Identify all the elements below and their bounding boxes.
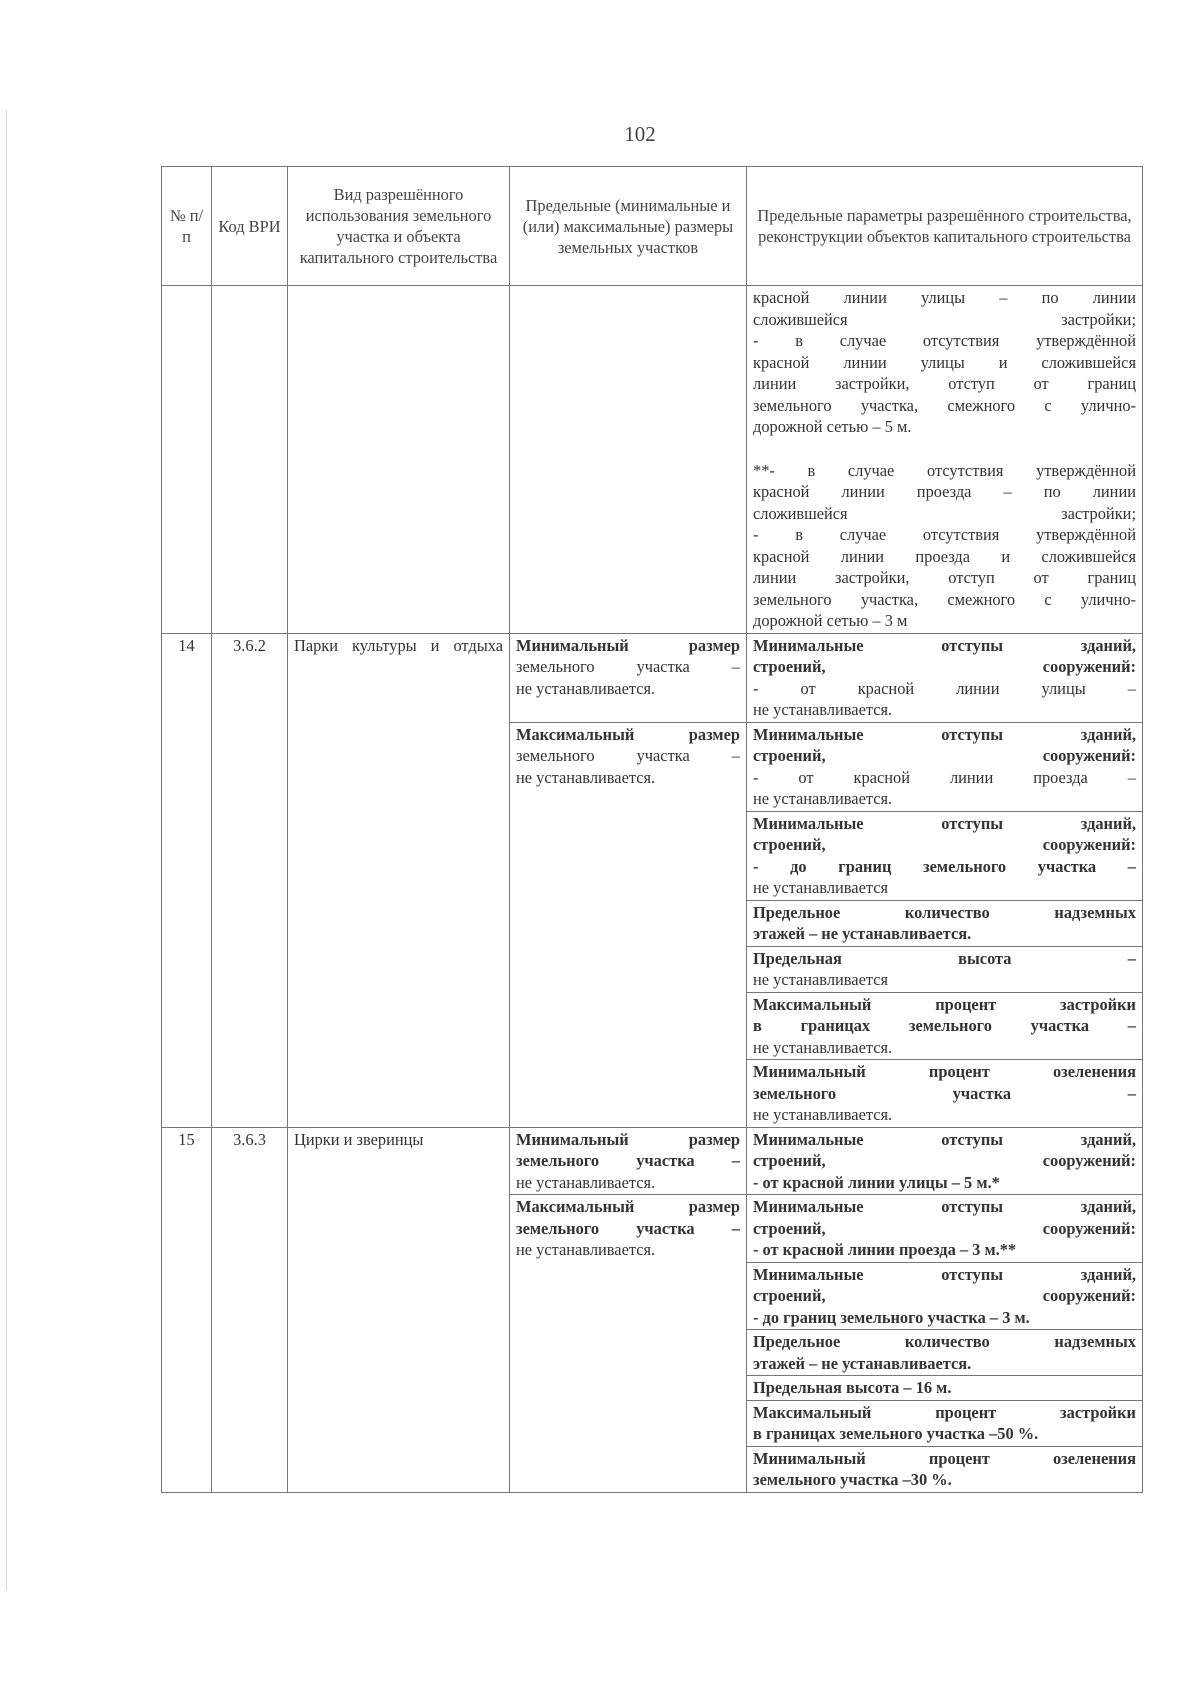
text-line: - до границ земельного участка – 3 м. [753,1307,1030,1327]
text-line: Максимальный размер [516,1197,740,1216]
table-row-15 [162,1127,1143,1195]
text-line: - до границ земельного участка – [753,856,1136,876]
row15-param-6 [747,1400,1143,1446]
text-line: линии застройки, отступ от границ [753,568,1136,587]
text-line: - от красной линии проезда – [753,767,1136,787]
text-line: земельного участка – [516,746,740,765]
header-params: Предельные параметры разрешённого строительства, реконструкции объектов капитального строительства [747,167,1143,286]
text-line: не устанавливается. [753,700,893,719]
row14-use: Парки культуры и отдыха [288,633,510,1127]
text-line: не устанавливается. [516,1240,656,1259]
header-num: № п/п [162,167,212,286]
row15-param-1 [747,1127,1143,1195]
row14-min-size [510,633,747,722]
row14-param-6 [747,992,1143,1060]
land-use-table [161,166,1143,1493]
text-line: земельного участка – [753,1083,1136,1103]
text-line: в границах земельного участка – [753,1016,1136,1035]
text-line: земельного участка –30 %. [753,1470,952,1489]
text-line: не устанавливается [753,970,889,989]
text-line: красной линии улицы и сложившейся [753,352,1136,372]
text-line: Минимальные отступы зданий, [753,635,1136,655]
text-line: земельного участка, смежного с улично- [753,395,1136,415]
text-line: сложившейся застройки; [753,309,1136,329]
row14-code: 3.6.2 [212,633,288,1127]
cont-para-1 [753,287,1136,438]
text-line: красной линии улицы – по линии [753,288,1136,307]
text-line: не устанавливается [753,878,889,897]
cont-para-2 [753,460,1136,632]
text-line: - в случае отсутствия утверждённой [753,331,1136,350]
params-continued [747,286,1143,634]
text-line: этажей – не устанавливается. [753,1353,972,1373]
row15-param-2 [747,1195,1143,1263]
page-number: 102 [624,122,656,146]
text-line: Максимальный размер [516,724,740,744]
text-line: **- в случае отсутствия утверждённой [753,460,1136,480]
table-row-continued [162,286,1143,634]
text-line: - от красной линии улицы – [753,678,1136,698]
text-line: Предельное количество надземных [753,902,1136,922]
row15-param-7 [747,1446,1143,1492]
row15-min-size [510,1127,747,1195]
row15-max-size [510,1195,747,1493]
row15-use: Цирки и зверинцы [288,1127,510,1492]
row15-param-3 [747,1262,1143,1330]
text-line: земельного участка, смежного с улично- [753,589,1136,609]
header-sizes: Предельные (минимальные и (или) максимальные) размеры земельных участков [510,167,747,286]
row15-num: 15 [162,1127,212,1492]
row14-param-4 [747,900,1143,946]
text-line: Предельная высота – [753,948,1136,968]
text-line: - от красной линии улицы – 5 м.* [753,1172,1000,1192]
table-row-14 [162,633,1143,722]
header-row [162,167,1143,286]
text-line: дорожной сетью – 5 м. [753,417,912,436]
text-line: Минимальный процент озеленения [753,1062,1136,1081]
scan-edge-line [6,110,7,1590]
text-line: строений, сооружений: [753,746,1136,765]
text-line: не устанавливается. [753,1037,893,1057]
text-line: не устанавливается. [516,678,656,698]
row14-param-3 [747,811,1143,900]
text-line: не устанавливается. [753,1105,893,1124]
text-line: Минимальный размер [516,635,740,655]
text-line: красной линии проезда и сложившейся [753,546,1136,566]
text-line: линии застройки, отступ от границ [753,374,1136,393]
row15-param-4 [747,1330,1143,1376]
text-line: Минимальный размер [516,1129,740,1149]
text-line: Минимальные отступы зданий, [753,813,1136,833]
text-line: Предельная высота – 16 м. [753,1378,952,1397]
text-line: Минимальные отступы зданий, [753,1264,1136,1284]
header-use: Вид разрешённого использования земельного участка и объекта капитального строительства [288,167,510,286]
text-line: земельного участка – [516,1151,740,1170]
text-line: сложившейся застройки; [753,503,1136,523]
text-line: Минимальные отступы зданий, [753,724,1136,744]
row15-code: 3.6.3 [212,1127,288,1492]
text-line: Предельное количество надземных [753,1332,1136,1351]
text-line: земельного участка – [516,657,740,676]
row14-param-7 [747,1060,1143,1128]
text-line: - в случае отсутствия утверждённой [753,525,1136,544]
text-line: в границах земельного участка –50 %. [753,1424,1039,1443]
row14-num: 14 [162,633,212,1127]
text-line: - от красной линии проезда – 3 м.** [753,1240,1017,1259]
row14-param-5 [747,946,1143,992]
text-line: Максимальный процент застройки [753,994,1136,1014]
row14-max-size [510,722,747,1127]
text-line: красной линии проезда – по линии [753,482,1136,501]
text-line: строений, сооружений: [753,1151,1136,1170]
text-line: Максимальный процент застройки [753,1402,1136,1422]
text-line: Минимальные отступы зданий, [753,1197,1136,1216]
row15-param-5 [747,1376,1143,1401]
text-line: Минимальные отступы зданий, [753,1129,1136,1149]
text-line: строений, сооружений: [753,1286,1136,1305]
text-line: дорожной сетью – 3 м [753,611,908,630]
text-line: Минимальный процент озеленения [753,1448,1136,1468]
text-line: не устанавливается. [516,1172,656,1192]
row14-param-1 [747,633,1143,722]
text-line: строений, сооружений: [753,657,1136,676]
row14-param-2 [747,722,1143,811]
text-line: этажей – не устанавливается. [753,924,972,943]
header-code: Код ВРИ [212,167,288,286]
text-line: не устанавливается. [753,789,893,808]
text-line: не устанавливается. [516,767,656,787]
text-line: строений, сооружений: [753,1218,1136,1238]
text-line: земельного участка – [516,1218,740,1238]
text-line: строений, сооружений: [753,835,1136,854]
